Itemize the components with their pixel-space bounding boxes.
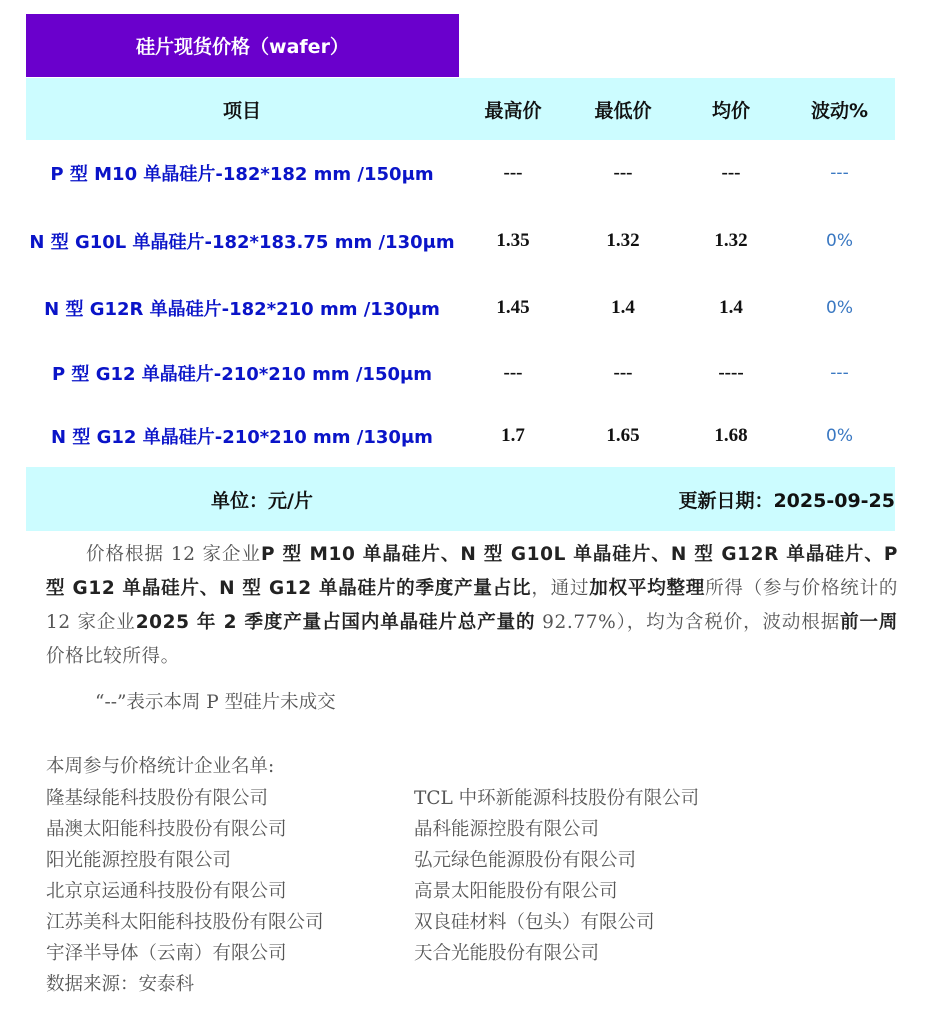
row-low-price: 1.65 <box>606 425 640 446</box>
row-product-name: N 型 G12 单晶硅片-210*210 mm /130μm <box>51 427 433 448</box>
row-high-price: 1.45 <box>496 297 530 318</box>
company-name: 晶澳太阳能科技股份有限公司 <box>46 819 287 840</box>
row-low-price: --- <box>613 162 633 183</box>
company-name: 北京京运通科技股份有限公司 <box>46 881 287 902</box>
row-high-price: --- <box>503 162 523 183</box>
note-text: 价格根据 12 家企业 <box>86 544 261 565</box>
note-products: P 型 M10 单晶硅片、N 型 G10L 单晶硅片、N 型 G12R 单晶硅片、P 型 G12 单晶硅片、N 型 G12 单晶硅片的季度产量占比 <box>46 544 898 599</box>
row-product-name: N 型 G12R 单晶硅片-182*210 mm /130μm <box>44 299 440 320</box>
row-product-name: N 型 G10L 单晶硅片-182*183.75 mm /130μm <box>29 232 455 253</box>
pricing-note <box>46 538 898 674</box>
row-product-name: P 型 G12 单晶硅片-210*210 mm /150μm <box>51 364 433 385</box>
table-row <box>0 143 934 203</box>
table-title: 硅片现货价格（wafer） <box>26 14 459 77</box>
note-method: 加权平均整理 <box>589 578 706 599</box>
header-change: 波动% <box>810 99 869 122</box>
row-high-price: --- <box>503 362 523 383</box>
table-row <box>0 406 934 466</box>
company-name: 高景太阳能股份有限公司 <box>414 881 618 902</box>
company-name: 宇泽半导体（云南）有限公司 <box>46 943 287 964</box>
row-high-price: 1.7 <box>501 425 525 446</box>
company-name: 阳光能源控股有限公司 <box>46 850 232 871</box>
note-basis: 前一周 <box>840 612 898 633</box>
company-name: TCL 中环新能源科技股份有限公司 <box>414 788 700 809</box>
row-change: 0% <box>826 298 853 318</box>
row-change: --- <box>830 163 849 183</box>
header-avg: 均价 <box>711 99 750 122</box>
table-row <box>0 278 934 338</box>
note-text: ，通过 <box>531 578 590 599</box>
row-high-price: 1.35 <box>496 230 530 251</box>
update-date: 更新日期：2025-09-25 <box>678 489 895 512</box>
note-text: 所得（参与价格统计的 12 家企业 <box>46 578 898 633</box>
header-high: 最高价 <box>484 99 542 122</box>
row-avg-price: 1.32 <box>714 230 748 251</box>
row-avg-price: 1.4 <box>719 297 743 318</box>
row-change: 0% <box>826 426 853 446</box>
row-avg-price: ---- <box>718 362 744 383</box>
company-list-label: 本周参与价格统计企业名单: <box>46 756 275 777</box>
dash-note: “--”表示本周 P 型硅片未成交 <box>95 692 336 713</box>
table-row <box>0 211 934 271</box>
header-item: 项目 <box>222 99 261 122</box>
company-name: 双良硅材料（包头）有限公司 <box>414 912 655 933</box>
row-avg-price: --- <box>721 162 741 183</box>
table-row <box>0 343 934 403</box>
company-name: 天合光能股份有限公司 <box>414 943 600 964</box>
row-change: 0% <box>826 231 853 251</box>
header-low: 最低价 <box>594 99 652 122</box>
note-text: 92.77%），均为含税价，波动根据 <box>535 612 841 633</box>
company-name: 江苏美科太阳能科技股份有限公司 <box>46 912 324 933</box>
row-change: --- <box>830 363 849 383</box>
row-low-price: --- <box>613 362 633 383</box>
row-avg-price: 1.68 <box>714 425 748 446</box>
row-product-name: P 型 M10 单晶硅片-182*182 mm /150μm <box>50 164 434 185</box>
company-name: 弘元绿色能源股份有限公司 <box>414 850 637 871</box>
note-share: 2025 年 2 季度产量占国内单晶硅片总产量的 <box>135 612 536 633</box>
unit-label: 单位：元/片 <box>211 489 313 512</box>
company-name: 隆基绿能科技股份有限公司 <box>46 788 269 809</box>
data-source: 数据来源：安泰科 <box>46 974 195 995</box>
row-low-price: 1.4 <box>611 297 635 318</box>
row-low-price: 1.32 <box>606 230 640 251</box>
note-text: 价格比较所得。 <box>46 646 180 667</box>
company-name: 晶科能源控股有限公司 <box>414 819 600 840</box>
